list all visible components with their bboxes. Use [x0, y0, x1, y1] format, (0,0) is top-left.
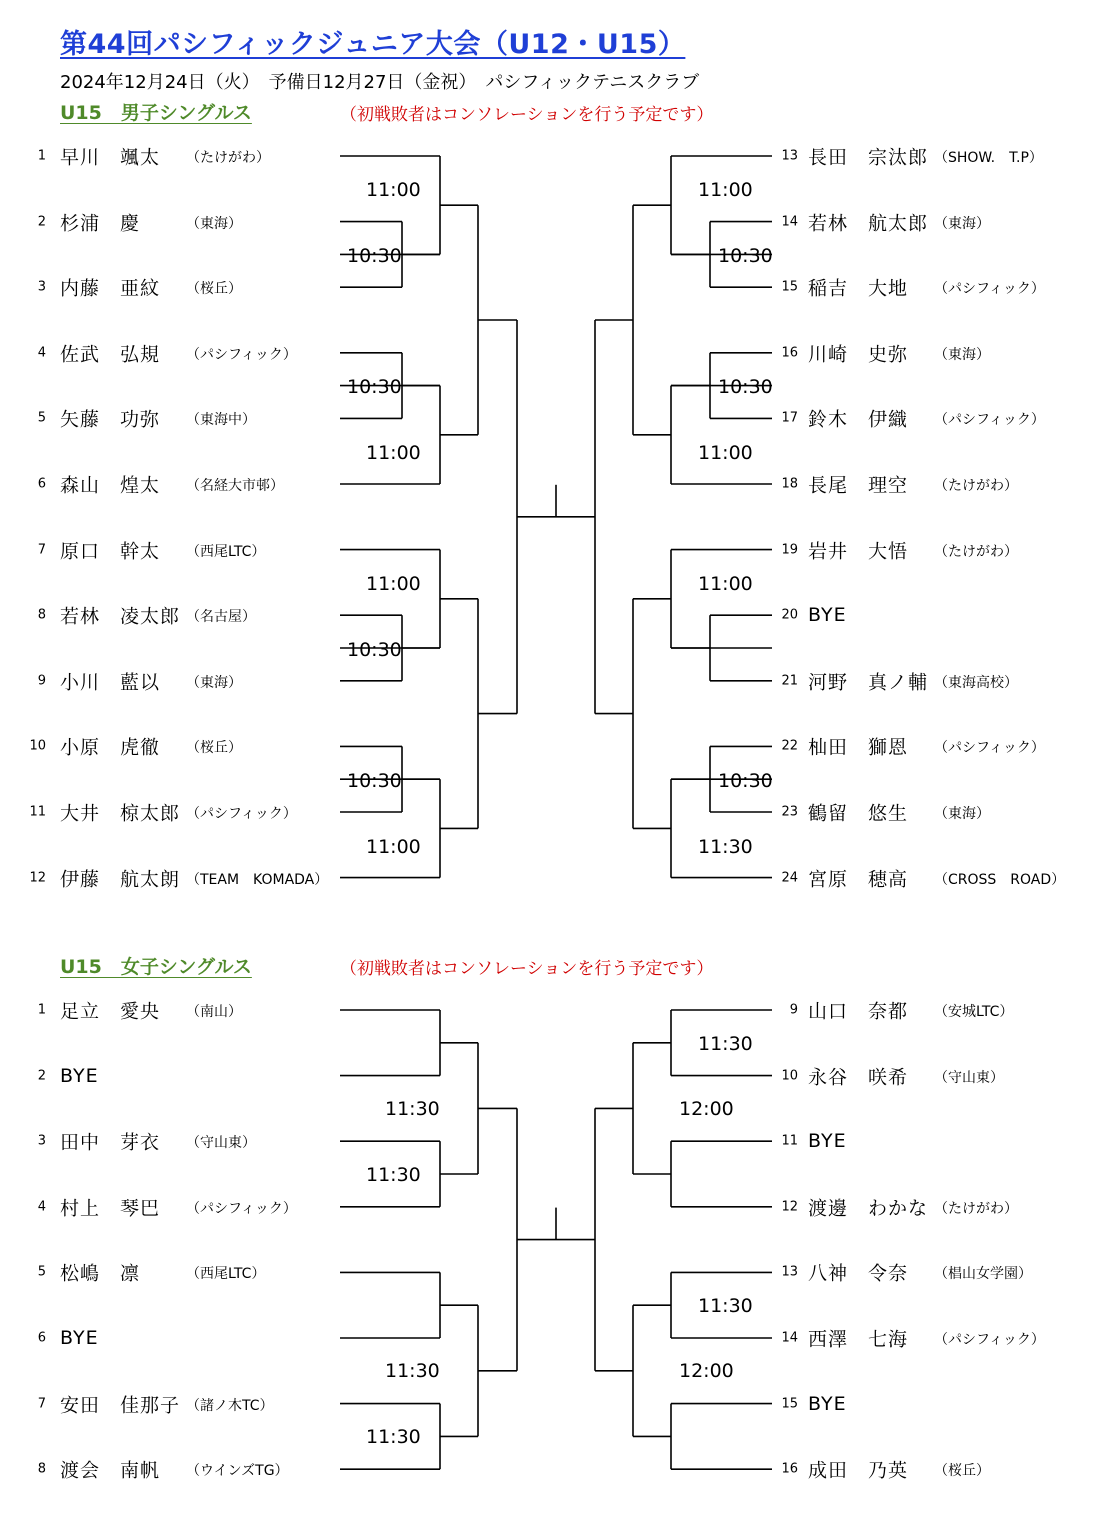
entry-number: 5: [37, 410, 46, 426]
player-club: （名経大市邨）: [186, 478, 284, 494]
entry-number: 19: [781, 542, 798, 558]
player-name: 小川 藍以: [60, 671, 161, 694]
match-time: 11:30: [698, 836, 753, 858]
player-name: 鶴留 悠生: [808, 802, 909, 825]
section-note: （初戦敗者はコンソレーションを行う予定です）: [340, 959, 714, 979]
player-name: 西澤 七海: [808, 1328, 909, 1351]
match-time: 10:30: [718, 376, 773, 398]
entry-number: 9: [789, 1002, 798, 1018]
match-time: 10:30: [718, 770, 773, 792]
entry-number: 16: [781, 345, 798, 361]
section-title: U15 男子シングルス: [60, 102, 252, 124]
entry-number: 2: [37, 214, 46, 230]
entry-number: 3: [37, 279, 46, 295]
player-club: （パシフィック）: [186, 1200, 297, 1217]
entry-number: 14: [781, 1330, 798, 1346]
player-club: （東海）: [186, 674, 242, 691]
player-name: BYE: [808, 1130, 847, 1153]
player-name: 八神 令奈: [808, 1262, 909, 1285]
player-club: （桜丘）: [186, 281, 242, 298]
entry-number: 13: [781, 1264, 798, 1280]
player-club: （名古屋）: [186, 609, 256, 626]
player-name: 永谷 咲希: [808, 1066, 909, 1089]
player-club: （たけがわ）: [934, 543, 1018, 560]
match-time: 11:30: [366, 1164, 421, 1186]
player-name: 成田 乃英: [808, 1459, 909, 1482]
player-name: 宮原 穂高: [808, 868, 909, 891]
player-name: 若林 航太郎: [808, 212, 929, 235]
player-name: BYE: [808, 1392, 847, 1415]
entry-number: 11: [781, 1133, 798, 1149]
player-name: 岩井 大悟: [808, 540, 909, 563]
player-club: （パシフィック）: [186, 806, 297, 822]
entry-number: 13: [781, 148, 798, 164]
player-club: （桜丘）: [934, 1463, 990, 1480]
player-club: （SHOW. T.P）: [934, 150, 1043, 166]
player-name: 伊藤 航太朗: [60, 868, 181, 891]
match-time: 10:30: [347, 639, 402, 661]
player-name: 早川 颯太: [60, 146, 161, 169]
player-club: （ウインズTG）: [186, 1463, 289, 1480]
player-name: BYE: [808, 604, 847, 627]
player-name: 若林 凌太郎: [60, 605, 181, 628]
player-club: （たけがわ）: [934, 478, 1018, 494]
player-club: （東海中）: [186, 412, 256, 429]
match-time: 11:00: [698, 442, 753, 464]
match-time: 11:30: [385, 1360, 440, 1382]
page-subtitle: 2024年12月24日（火） 予備日12月27日（金祝） パシフィックテニスクラブ: [60, 72, 700, 93]
match-time: 11:30: [698, 1295, 753, 1317]
player-club: （諸ノ木TC）: [186, 1397, 274, 1414]
entry-number: 6: [37, 476, 46, 492]
entry-number: 8: [37, 607, 46, 623]
player-name: 長尾 理空: [808, 474, 909, 497]
entry-number: 7: [37, 1396, 46, 1412]
match-time: 11:00: [366, 836, 421, 858]
entry-number: 21: [781, 673, 798, 689]
player-club: （パシフィック）: [934, 412, 1045, 429]
player-club: （たけがわ）: [186, 150, 270, 166]
player-name: 安田 佳那子: [60, 1394, 181, 1417]
entry-number: 6: [37, 1330, 46, 1346]
match-time: 11:00: [698, 179, 753, 201]
player-club: （TEAM KOMADA）: [186, 871, 329, 888]
entry-number: 1: [37, 148, 46, 164]
match-time: 11:00: [366, 442, 421, 464]
match-time: 10:30: [347, 770, 402, 792]
entry-number: 4: [37, 1199, 46, 1215]
player-name: 河野 真ノ輔: [808, 671, 929, 694]
entry-number: 15: [781, 1396, 798, 1412]
player-name: 佐武 弘規: [60, 343, 161, 366]
entry-number: 12: [29, 870, 46, 886]
player-name: 渡邊 わかな: [808, 1197, 929, 1220]
player-name: 内藤 亜紋: [60, 277, 161, 300]
player-name: BYE: [60, 1327, 99, 1349]
entry-number: 5: [37, 1264, 46, 1280]
match-time: 11:30: [385, 1098, 440, 1120]
player-name: 長田 宗汰郎: [808, 146, 929, 169]
player-name: 足立 愛央: [60, 1000, 161, 1023]
player-club: （東海）: [934, 806, 990, 822]
entry-number: 22: [781, 738, 798, 754]
entry-number: 15: [781, 279, 798, 295]
entry-number: 12: [781, 1199, 798, 1215]
match-time: 11:30: [366, 1426, 421, 1448]
player-club: （西尾LTC）: [186, 543, 266, 560]
match-time: 10:30: [347, 245, 402, 267]
entry-number: 17: [781, 410, 798, 426]
player-name: 杉浦 慶: [60, 212, 141, 235]
player-name: 渡会 南帆: [60, 1459, 161, 1482]
page-title: 第44回パシフィックジュニア大会（U12・U15）: [60, 29, 686, 60]
match-time: 11:30: [698, 1033, 753, 1055]
player-name: 松嶋 凛: [60, 1262, 141, 1285]
entry-number: 4: [37, 345, 46, 361]
player-name: 稲吉 大地: [808, 277, 909, 300]
player-club: （東海）: [934, 346, 990, 363]
entry-number: 18: [781, 476, 798, 492]
entry-number: 14: [781, 214, 798, 230]
player-name: 杣田 獅恩: [808, 736, 909, 759]
entry-number: 16: [781, 1461, 798, 1477]
player-club: （たけがわ）: [934, 1200, 1018, 1217]
player-name: 村上 琴巴: [60, 1197, 161, 1220]
player-club: （パシフィック）: [934, 1332, 1045, 1348]
player-club: （パシフィック）: [934, 740, 1045, 757]
player-name: 鈴木 伊織: [808, 408, 909, 431]
entry-number: 10: [781, 1068, 798, 1084]
section-note: （初戦敗者はコンソレーションを行う予定です）: [340, 105, 714, 125]
entry-number: 9: [37, 673, 46, 689]
entry-number: 2: [37, 1068, 46, 1084]
player-club: （桜丘）: [186, 740, 242, 757]
match-time: 12:00: [679, 1098, 734, 1120]
match-time: 11:00: [366, 573, 421, 595]
player-club: （CROSS ROAD）: [934, 871, 1066, 888]
player-name: 矢藤 功弥: [60, 408, 161, 431]
match-time: 11:00: [366, 179, 421, 201]
player-name: 原口 幹太: [60, 540, 161, 563]
player-club: （守山東）: [934, 1069, 1004, 1086]
player-club: （守山東）: [186, 1135, 256, 1152]
player-name: 山口 奈都: [808, 1000, 909, 1023]
entry-number: 23: [781, 804, 798, 820]
entry-number: 7: [37, 542, 46, 558]
entry-number: 3: [37, 1133, 46, 1149]
player-name: 大井 椋太郎: [60, 802, 181, 825]
entry-number: 8: [37, 1461, 46, 1477]
section-title: U15 女子シングルス: [60, 956, 252, 978]
player-club: （東海高校）: [934, 674, 1018, 691]
entry-number: 1: [37, 1002, 46, 1018]
entry-number: 11: [29, 804, 46, 820]
player-club: （東海）: [934, 215, 990, 232]
match-time: 12:00: [679, 1360, 734, 1382]
player-club: （パシフィック）: [934, 281, 1045, 298]
match-time: 11:00: [698, 573, 753, 595]
match-time: 10:30: [347, 376, 402, 398]
entry-number: 20: [781, 607, 798, 623]
player-club: （西尾LTC）: [186, 1266, 266, 1283]
player-name: BYE: [60, 1064, 99, 1087]
player-club: （パシフィック）: [186, 346, 297, 363]
player-club: （椙山女学園）: [934, 1266, 1032, 1283]
player-name: 川崎 史弥: [808, 343, 909, 366]
player-club: （安城LTC）: [934, 1004, 1014, 1020]
player-name: 小原 虎徹: [60, 736, 161, 759]
entry-number: 10: [29, 738, 46, 754]
player-club: （南山）: [186, 1004, 242, 1020]
player-club: （東海）: [186, 215, 242, 232]
entry-number: 24: [781, 870, 798, 886]
player-name: 田中 芽衣: [60, 1131, 161, 1154]
match-time: 10:30: [718, 245, 773, 267]
player-name: 森山 煌太: [60, 474, 161, 497]
